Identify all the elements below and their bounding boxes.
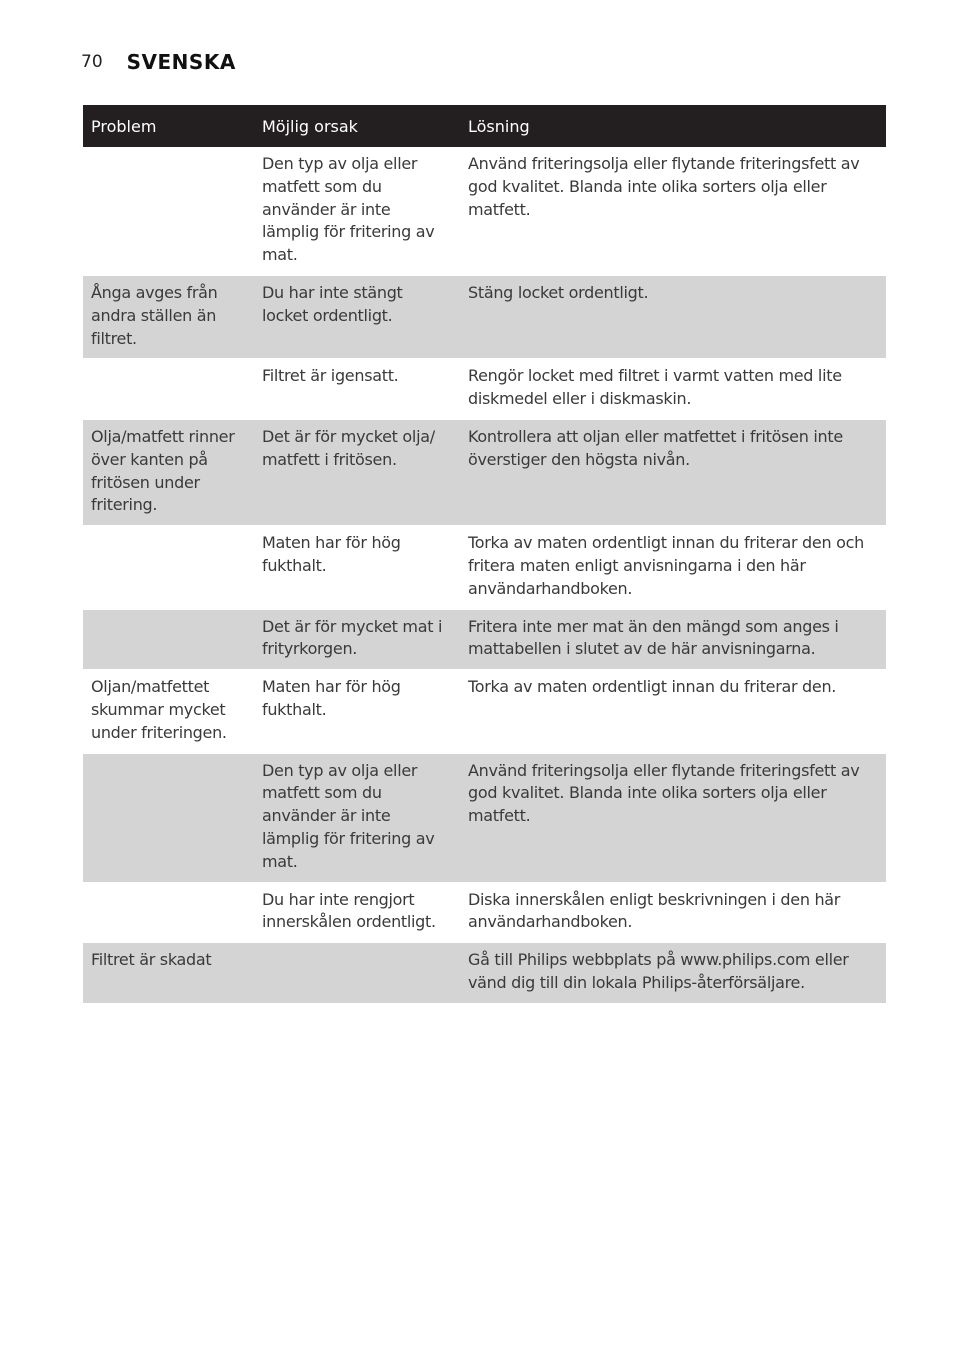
- solution-cell: Torka av maten ordentligt innan du friterar den och fritera maten enligt anvisningarna i den här användarhandboken.: [460, 526, 886, 609]
- column-header-problem: Problem: [91, 116, 157, 136]
- table-row: [83, 609, 886, 670]
- column-header-cause: Möjlig orsak: [262, 116, 358, 136]
- cause-cell: Den typ av olja eller matfett som du använder är inte lämplig för fritering av mat.: [254, 147, 460, 275]
- problem-cell: Oljan/matfettet skummar mycket under friteringen.: [83, 670, 254, 753]
- solution-cell: Kontrollera att oljan eller matfettet i fritösen inte överstiger den högsta nivån.: [460, 419, 886, 525]
- problem-cell: [83, 882, 254, 943]
- problem-cell: [83, 526, 254, 609]
- table-header-row: [83, 105, 886, 147]
- cause-cell: Du har inte rengjort innerskålen ordentligt.: [254, 882, 460, 943]
- problem-cell: Ånga avges från andra ställen än filtret.: [83, 275, 254, 358]
- page-number: 70: [81, 52, 103, 72]
- table-row: [83, 275, 886, 358]
- table-row: [83, 943, 886, 1004]
- problem-cell: [83, 753, 254, 882]
- cause-cell: Du har inte stängt locket ordentligt.: [254, 275, 460, 358]
- cause-cell: Det är för mycket mat i frityrkorgen.: [254, 609, 460, 670]
- problem-cell: [83, 609, 254, 670]
- problem-cell: Filtret är skadat: [83, 943, 254, 1004]
- table-row: [83, 359, 886, 420]
- cause-cell: Det är för mycket olja/ matfett i fritösen.: [254, 419, 460, 525]
- solution-cell: Diska innerskålen enligt beskrivningen i den här användarhandboken.: [460, 882, 886, 943]
- troubleshooting-table: [83, 105, 886, 1004]
- page-header: [81, 47, 236, 77]
- solution-cell: Rengör locket med filtret i varmt vatten med lite diskmedel eller i diskmaskin.: [460, 359, 886, 420]
- solution-cell: Fritera inte mer mat än den mängd som anges i mattabellen i slutet av de här anvisningarna.: [460, 609, 886, 670]
- problem-cell: Olja/matfett rinner över kanten på fritösen under fritering.: [83, 419, 254, 525]
- column-header-solution: Lösning: [468, 116, 530, 136]
- solution-cell: Stäng locket ordentligt.: [460, 275, 886, 358]
- solution-cell: Torka av maten ordentligt innan du friterar den.: [460, 670, 886, 753]
- cause-cell: Den typ av olja eller matfett som du använder är inte lämplig för fritering av mat.: [254, 753, 460, 882]
- cause-cell: Filtret är igensatt.: [254, 359, 460, 420]
- table-row: [83, 419, 886, 525]
- solution-cell: Använd friteringsolja eller flytande friteringsfett av god kvalitet. Blanda inte olika sorters olja eller matfett.: [460, 147, 886, 275]
- problem-cell: [83, 359, 254, 420]
- problem-cell: [83, 147, 254, 275]
- table-row: [83, 526, 886, 609]
- table-row: [83, 147, 886, 275]
- solution-cell: Använd friteringsolja eller flytande friteringsfett av god kvalitet. Blanda inte olika sorters olja eller matfett.: [460, 753, 886, 882]
- solution-cell: Gå till Philips webbplats på www.philips.com eller vänd dig till din lokala Philips-återförsäljare.: [460, 943, 886, 1004]
- table-row: [83, 882, 886, 943]
- cause-cell: Maten har för hög fukthalt.: [254, 670, 460, 753]
- table-body: [83, 147, 886, 1003]
- cause-cell: Maten har för hög fukthalt.: [254, 526, 460, 609]
- page-language-title: SVENSKA: [126, 50, 236, 74]
- table-header: [83, 105, 886, 147]
- cause-cell: [254, 943, 460, 1004]
- table-row: [83, 670, 886, 753]
- table-row: [83, 753, 886, 882]
